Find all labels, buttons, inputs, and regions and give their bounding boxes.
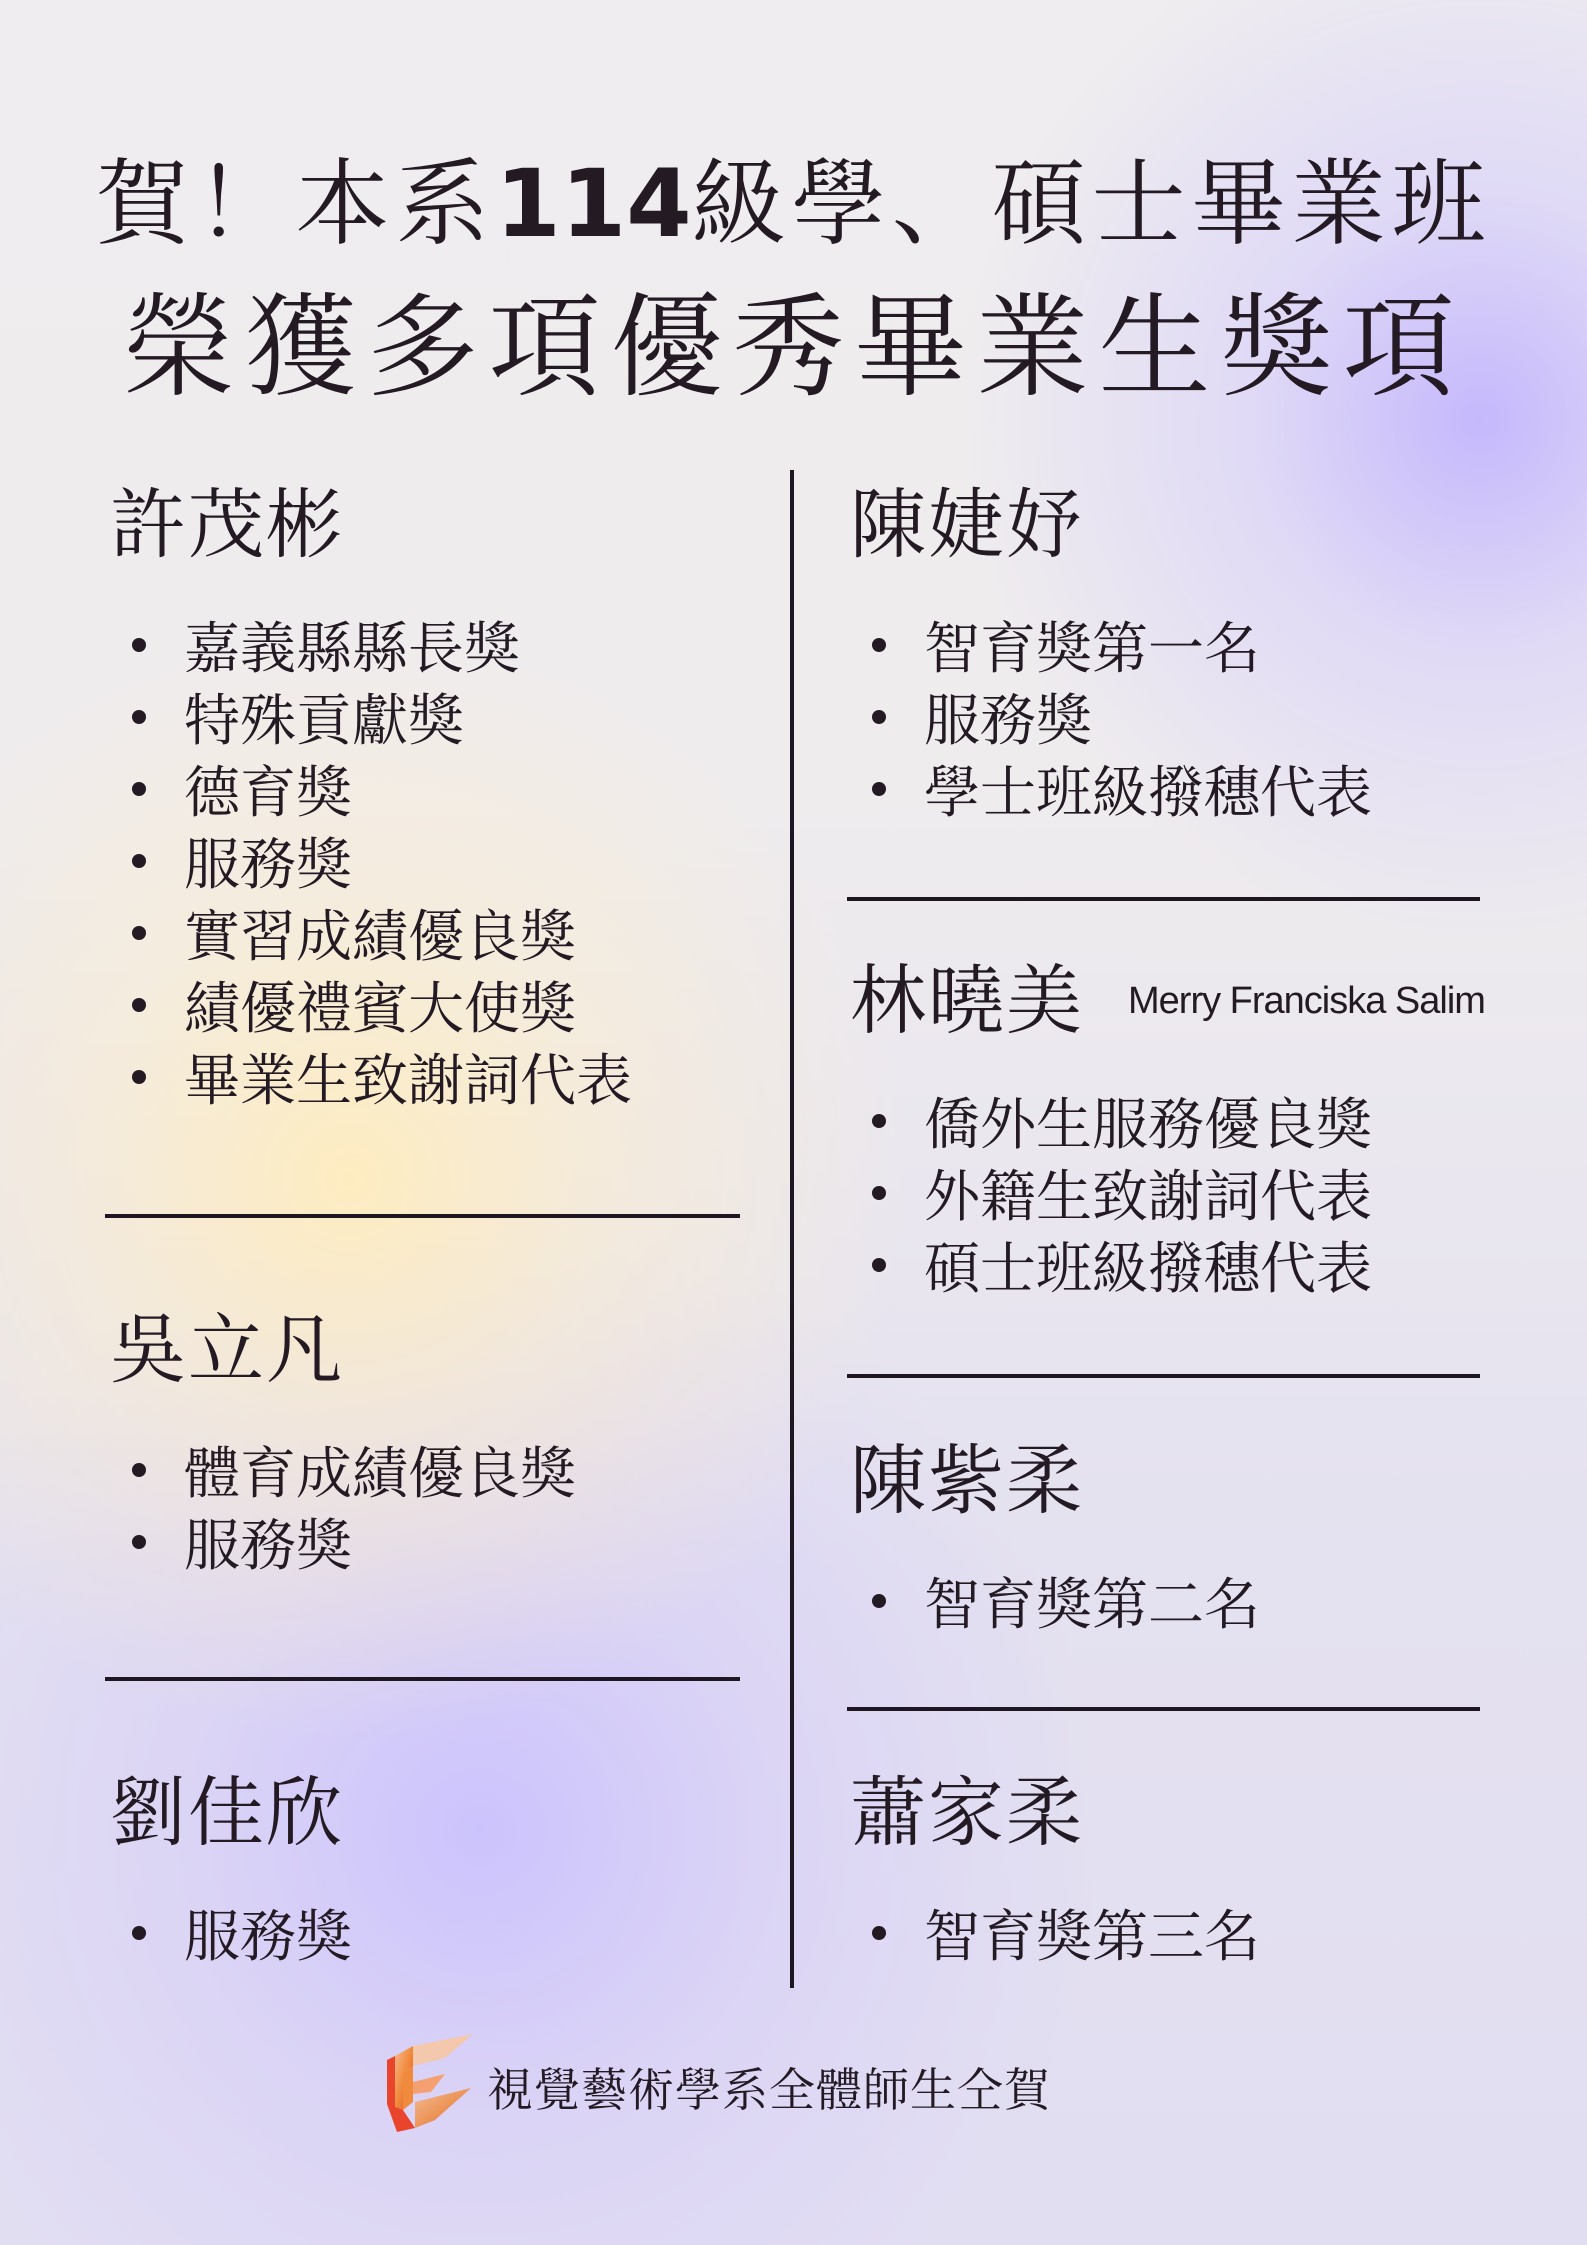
section-divider	[105, 1677, 740, 1681]
award-list	[850, 1565, 1260, 1637]
award-item: 服務獎	[110, 1897, 352, 1969]
honoree-latin-name: Merry Franciska Salim	[1128, 979, 1485, 1022]
bullet-icon	[872, 1594, 886, 1608]
honoree-block	[850, 1768, 1260, 1970]
award-item: 績優禮賓大使獎	[110, 969, 632, 1041]
headline-suffix: 級學、碩士畢業班	[691, 150, 1492, 259]
section-divider	[847, 1374, 1480, 1378]
honoree-block	[110, 1305, 576, 1579]
footer-congratulation: 視覺藝術學系全體師生仝賀	[487, 2063, 1051, 2117]
bullet-icon	[872, 1926, 886, 1940]
award-item: 實習成績優良獎	[110, 897, 632, 969]
honoree-block	[110, 480, 632, 1114]
award-item: 畢業生致謝詞代表	[110, 1041, 632, 1113]
award-item: 碩士班級撥穗代表	[850, 1229, 1485, 1301]
honoree-name: 吳立凡	[110, 1305, 344, 1394]
award-list	[110, 1434, 576, 1578]
award-item: 智育獎第三名	[850, 1897, 1260, 1969]
award-item: 外籍生致謝詞代表	[850, 1157, 1485, 1229]
honoree-name: 許茂彬	[110, 480, 344, 569]
award-list	[850, 1897, 1260, 1969]
award-item: 特殊貢獻獎	[110, 681, 632, 753]
award-item: 學士班級撥穗代表	[850, 753, 1372, 825]
award-item: 智育獎第二名	[850, 1565, 1260, 1637]
bullet-icon	[132, 926, 146, 940]
section-divider	[847, 897, 1480, 901]
bullet-icon	[132, 1535, 146, 1549]
award-item: 嘉義縣縣長獎	[110, 609, 632, 681]
bullet-icon	[872, 1186, 886, 1200]
honoree-name: 陳紫柔	[850, 1436, 1084, 1525]
honoree-block	[850, 956, 1485, 1302]
bullet-icon	[132, 1070, 146, 1084]
honoree-name-row	[850, 956, 1485, 1045]
award-item: 智育獎第一名	[850, 609, 1372, 681]
award-list	[110, 609, 632, 1113]
bullet-icon	[872, 782, 886, 796]
footer	[375, 2032, 1051, 2142]
section-divider	[105, 1214, 740, 1218]
bullet-icon	[132, 998, 146, 1012]
department-logo-icon	[375, 2032, 485, 2142]
honoree-name: 劉佳欣	[110, 1768, 344, 1857]
bullet-icon	[132, 710, 146, 724]
headline-line1	[0, 128, 1587, 263]
column-divider	[790, 470, 794, 1988]
bullet-icon	[132, 1463, 146, 1477]
bullet-icon	[132, 854, 146, 868]
headline-line2: 榮獲多項優秀畢業生獎項	[122, 283, 1465, 413]
award-item: 服務獎	[110, 825, 632, 897]
award-item: 德育獎	[110, 753, 632, 825]
section-divider	[847, 1707, 1480, 1711]
honoree-name: 蕭家柔	[850, 1768, 1084, 1857]
award-item: 服務獎	[110, 1506, 576, 1578]
bullet-icon	[132, 1926, 146, 1940]
bullet-icon	[872, 1258, 886, 1272]
award-list	[850, 1085, 1485, 1301]
award-item: 僑外生服務優良獎	[850, 1085, 1485, 1157]
headline-prefix: 賀！本系	[95, 150, 496, 259]
honoree-block	[850, 480, 1372, 826]
honoree-name: 陳婕妤	[850, 480, 1084, 569]
award-list	[850, 609, 1372, 825]
bullet-icon	[872, 638, 886, 652]
award-list	[110, 1897, 352, 1969]
honoree-block	[850, 1436, 1260, 1638]
honoree-block	[110, 1768, 352, 1970]
headline-year: 114	[495, 150, 692, 259]
honoree-name: 林曉美	[850, 956, 1084, 1045]
award-item: 服務獎	[850, 681, 1372, 753]
award-item: 體育成績優良獎	[110, 1434, 576, 1506]
bullet-icon	[132, 782, 146, 796]
bullet-icon	[132, 638, 146, 652]
bullet-icon	[872, 1114, 886, 1128]
bullet-icon	[872, 710, 886, 724]
